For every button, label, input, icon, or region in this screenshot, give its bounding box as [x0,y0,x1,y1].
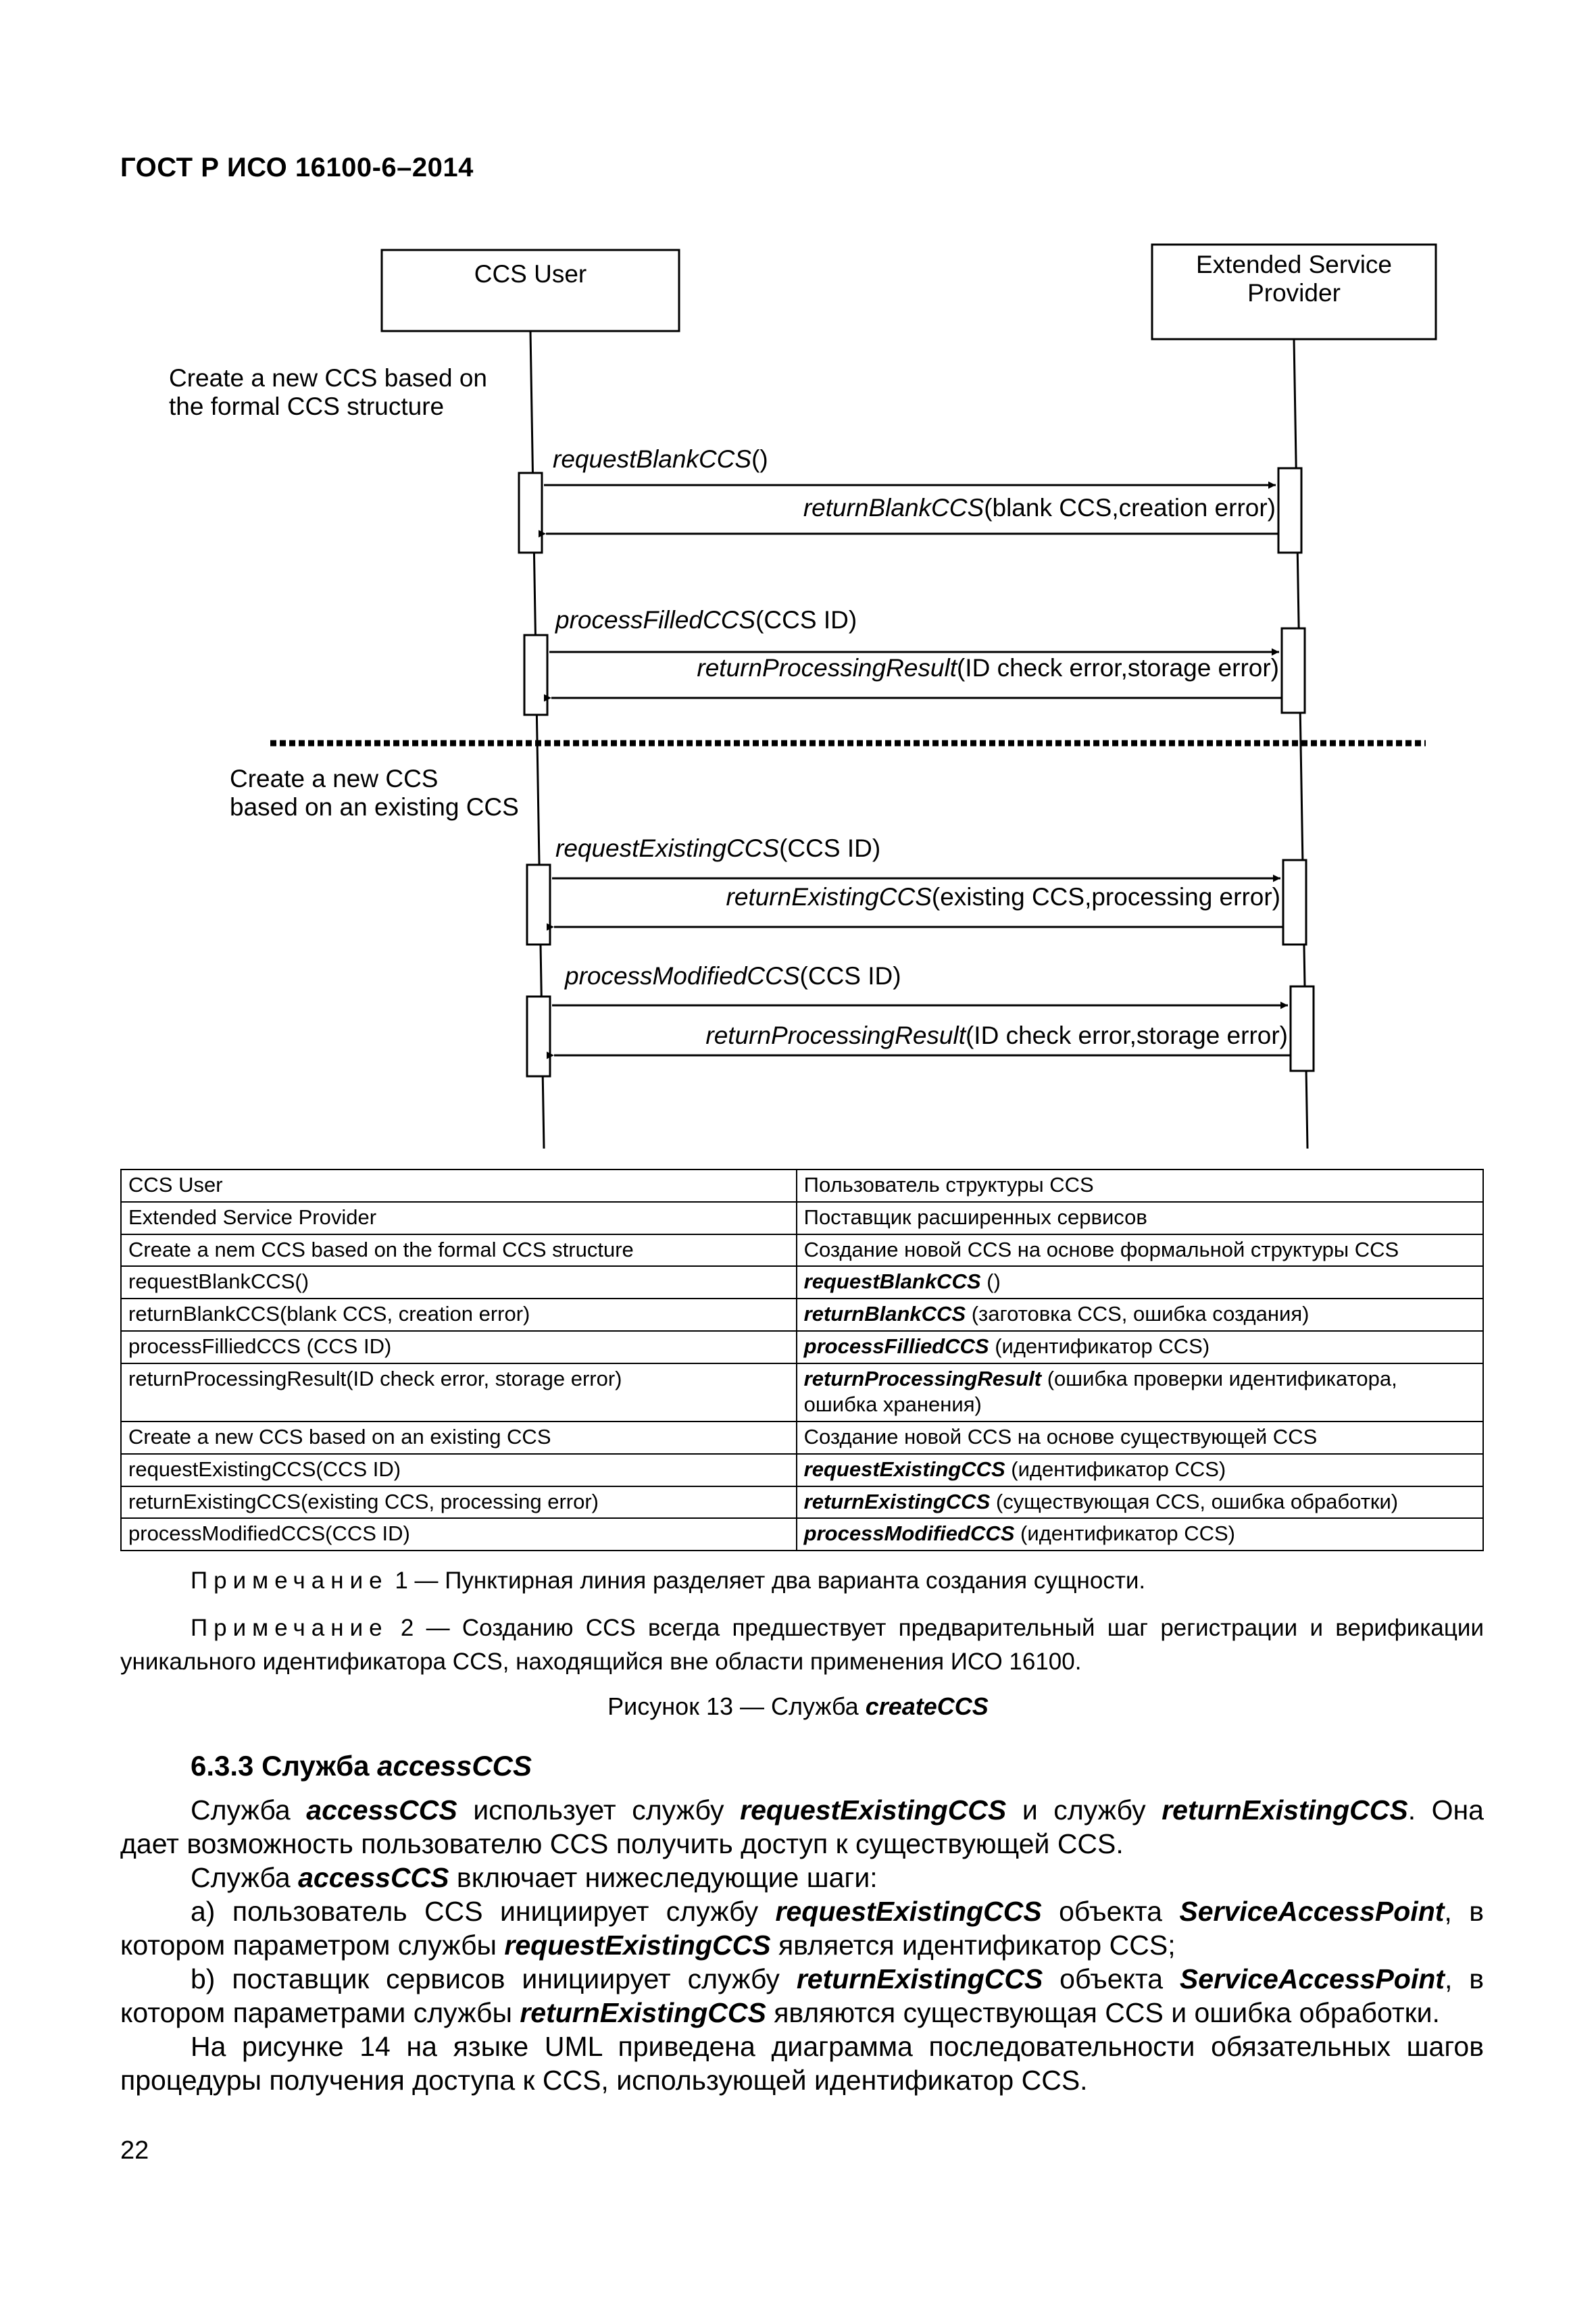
glossary-term-en: Create a new CCS based on an existing CCS [121,1422,797,1454]
document-code: ГОСТ Р ИСО 16100-6–2014 [120,153,474,182]
note-2-label: Примечание [191,1615,389,1641]
activation-user-1 [519,473,542,553]
paragraph-2: Служба accessCCS включает нижеследующие шаги: [191,1862,878,1893]
label-formal-structure-2: the formal CCS structure [169,393,445,420]
note-1-label: Примечание [191,1567,389,1594]
lifeline-label-provider-2: Provider [1247,279,1341,307]
glossary-term-en: processModifiedCCS(CCS ID) [121,1518,797,1551]
label-existing-ccs-1: Create a new CCS [230,765,439,793]
note-1 [120,1564,1484,1598]
glossary-term-en: CCS User [121,1169,797,1202]
glossary-row [121,1202,1483,1234]
lifeline-label-ccs-user: CCS User [474,260,587,288]
activation-user-3 [527,865,550,945]
lifeline-label-provider-1: Extended Service [1195,251,1393,278]
paragraph-4: b) поставщик сервисов инициирует службу returnExistingCCS объекта ServiceAccessPoint, в котором параметрами службы returnExistingCCS являются существующая CCS и ошибка обработки. [120,1963,1484,2028]
glossary-term-ru: requestExistingCCS (идентификатор CCS) [797,1454,1483,1486]
glossary-term-ru: Создание новой CCS на основе существующей CCS [797,1422,1483,1454]
msg-process-filled-ccs: processFilledCCS(CCS ID) [555,606,857,634]
glossary-row [121,1331,1483,1363]
paragraph-5: На рисунке 14 на языке UML приведена диаграмма последовательности обязательных шагов процедуры получения доступа к CCS, использующей идентификатор CCS. [120,2031,1484,2096]
figure-caption: Рисунок 13 — Служба createCCS [607,1692,989,1720]
glossary-term-en: Create a nem CCS based on the formal CCS structure [121,1234,797,1267]
glossary-term-ru: Поставщик расширенных сервисов [797,1202,1483,1234]
msg-process-modified-ccs: processModifiedCCS(CCS ID) [565,962,901,990]
glossary-row [121,1454,1483,1486]
glossary-row [121,1169,1483,1202]
paragraph-3: a) пользователь CCS инициирует службу requestExistingCCS объекта ServiceAccessPoint, в котором параметром службы requestExistingCCS является идентификатор CCS; [120,1896,1484,1961]
msg-return-existing-ccs: returnExistingCCS(existing CCS,processing error) [726,883,1280,911]
glossary-row [121,1299,1483,1331]
label-existing-ccs-2: based on an existing CCS [230,793,519,821]
glossary-term-ru: returnBlankCCS (заготовка CCS, ошибка создания) [797,1299,1483,1331]
activation-provider-2 [1282,628,1305,713]
activation-provider-4 [1291,986,1314,1071]
glossary-term-ru: Пользователь структуры CCS [797,1169,1483,1202]
glossary-term-en: returnProcessingResult(ID check error, storage error) [121,1363,797,1422]
msg-return-processing-result-1: returnProcessingResult(ID check error,storage error) [697,654,1279,682]
paragraph-1: Служба accessCCS использует службу requestExistingCCS и службу returnExistingCCS. Она дает возможность пользователю CCS получить доступ к существующей CCS. [120,1794,1484,1859]
glossary-term-ru: returnExistingCCS (существующая CCS, ошибка обработки) [797,1486,1483,1519]
glossary-term-en: returnBlankCCS(blank CCS, creation error) [121,1299,797,1331]
glossary-term-ru: returnProcessingResult (ошибка проверки идентификатора, ошибка хранения) [797,1363,1483,1422]
glossary-row [121,1518,1483,1551]
glossary-term-en: processFilliedCCS (CCS ID) [121,1331,797,1363]
glossary-term-ru: processFilliedCCS (идентификатор CCS) [797,1331,1483,1363]
activation-provider-1 [1278,468,1301,553]
glossary-term-en: Extended Service Provider [121,1202,797,1234]
note-2 [120,1611,1484,1679]
glossary-row [121,1266,1483,1299]
glossary-term-ru: requestBlankCCS () [797,1266,1483,1299]
page-number: 22 [120,2136,149,2165]
activation-provider-3 [1283,860,1306,945]
glossary-term-ru: processModifiedCCS (идентификатор CCS) [797,1518,1483,1551]
activation-user-4 [527,997,550,1076]
glossary-term-en: returnExistingCCS(existing CCS, processing error) [121,1486,797,1519]
glossary-term-en: requestExistingCCS(CCS ID) [121,1454,797,1486]
activation-user-2 [524,635,547,715]
note-1-text: 1 — Пунктирная линия разделяет два варианта создания сущности. [388,1567,1146,1594]
glossary-row [121,1234,1483,1267]
msg-request-blank-ccs: requestBlankCCS() [553,445,768,473]
glossary-table [120,1169,1484,1551]
msg-request-existing-ccs: requestExistingCCS(CCS ID) [555,834,881,862]
glossary-row [121,1422,1483,1454]
section-heading: 6.3.3 Служба accessCCS [191,1750,532,1782]
msg-return-processing-result-2: returnProcessingResult(ID check error,storage error) [705,1022,1288,1049]
glossary-row [121,1486,1483,1519]
glossary-term-ru: Создание новой CCS на основе формальной структуры CCS [797,1234,1483,1267]
glossary-row [121,1363,1483,1422]
note-2-text: 2 — Созданию CCS всегда предшествует предварительный шаг регистрации и верификации уникального идентификатора CCS, находящийся вне области применения ИСО 16100. [120,1615,1484,1675]
glossary-term-en: requestBlankCCS() [121,1266,797,1299]
label-formal-structure-1: Create a new CCS based on [169,364,487,392]
msg-return-blank-ccs: returnBlankCCS(blank CCS,creation error) [803,494,1276,522]
